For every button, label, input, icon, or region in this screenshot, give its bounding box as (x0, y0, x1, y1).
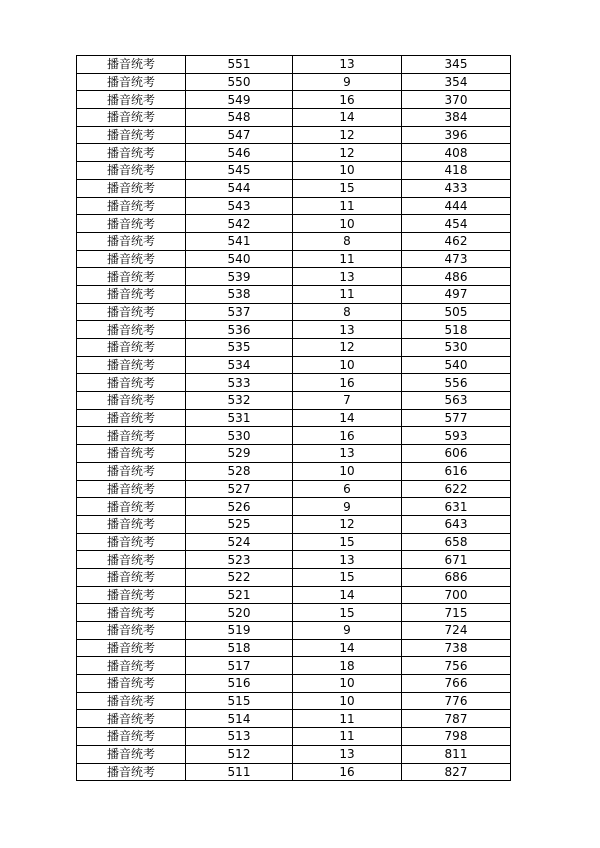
cumulative-cell: 563 (402, 392, 511, 410)
table-row (77, 480, 511, 498)
score-cell: 521 (186, 586, 293, 604)
score-cell: 551 (186, 56, 293, 74)
category-cell: 播音统考 (77, 480, 186, 498)
count-cell: 13 (293, 268, 402, 286)
table-row (77, 675, 511, 693)
cumulative-cell: 756 (402, 657, 511, 675)
cumulative-cell: 454 (402, 215, 511, 233)
cumulative-cell: 486 (402, 268, 511, 286)
table-row (77, 126, 511, 144)
score-cell: 545 (186, 162, 293, 180)
category-cell: 播音统考 (77, 498, 186, 516)
count-cell: 10 (293, 692, 402, 710)
count-cell: 14 (293, 586, 402, 604)
score-cell: 516 (186, 675, 293, 693)
category-cell: 播音统考 (77, 144, 186, 162)
category-cell: 播音统考 (77, 232, 186, 250)
count-cell: 13 (293, 551, 402, 569)
cumulative-cell: 345 (402, 56, 511, 74)
score-table-body (77, 56, 511, 781)
count-cell: 11 (293, 728, 402, 746)
score-cell: 540 (186, 250, 293, 268)
category-cell: 播音统考 (77, 268, 186, 286)
score-cell: 537 (186, 303, 293, 321)
category-cell: 播音统考 (77, 392, 186, 410)
count-cell: 14 (293, 109, 402, 127)
score-cell: 533 (186, 374, 293, 392)
table-row (77, 445, 511, 463)
category-cell: 播音统考 (77, 250, 186, 268)
score-cell: 518 (186, 639, 293, 657)
cumulative-cell: 556 (402, 374, 511, 392)
category-cell: 播音统考 (77, 763, 186, 781)
score-cell: 523 (186, 551, 293, 569)
score-cell: 526 (186, 498, 293, 516)
cumulative-cell: 827 (402, 763, 511, 781)
count-cell: 8 (293, 232, 402, 250)
score-cell: 531 (186, 409, 293, 427)
score-cell: 525 (186, 515, 293, 533)
table-row (77, 179, 511, 197)
table-row (77, 622, 511, 640)
table-row (77, 728, 511, 746)
score-cell: 514 (186, 710, 293, 728)
category-cell: 播音统考 (77, 728, 186, 746)
category-cell: 播音统考 (77, 515, 186, 533)
count-cell: 15 (293, 604, 402, 622)
cumulative-cell: 396 (402, 126, 511, 144)
score-cell: 549 (186, 91, 293, 109)
category-cell: 播音统考 (77, 675, 186, 693)
category-cell: 播音统考 (77, 339, 186, 357)
table-row (77, 604, 511, 622)
count-cell: 12 (293, 126, 402, 144)
category-cell: 播音统考 (77, 692, 186, 710)
count-cell: 8 (293, 303, 402, 321)
cumulative-cell: 370 (402, 91, 511, 109)
score-cell: 515 (186, 692, 293, 710)
count-cell: 11 (293, 285, 402, 303)
score-cell: 524 (186, 533, 293, 551)
score-cell: 528 (186, 462, 293, 480)
cumulative-cell: 766 (402, 675, 511, 693)
count-cell: 15 (293, 568, 402, 586)
cumulative-cell: 418 (402, 162, 511, 180)
category-cell: 播音统考 (77, 445, 186, 463)
table-row (77, 232, 511, 250)
category-cell: 播音统考 (77, 374, 186, 392)
cumulative-cell: 505 (402, 303, 511, 321)
count-cell: 10 (293, 356, 402, 374)
count-cell: 14 (293, 409, 402, 427)
cumulative-cell: 724 (402, 622, 511, 640)
table-row (77, 586, 511, 604)
score-cell: 542 (186, 215, 293, 233)
cumulative-cell: 606 (402, 445, 511, 463)
cumulative-cell: 444 (402, 197, 511, 215)
category-cell: 播音统考 (77, 533, 186, 551)
category-cell: 播音统考 (77, 215, 186, 233)
cumulative-cell: 738 (402, 639, 511, 657)
count-cell: 11 (293, 197, 402, 215)
category-cell: 播音统考 (77, 568, 186, 586)
cumulative-cell: 643 (402, 515, 511, 533)
count-cell: 12 (293, 515, 402, 533)
count-cell: 10 (293, 675, 402, 693)
category-cell: 播音统考 (77, 162, 186, 180)
cumulative-cell: 473 (402, 250, 511, 268)
table-row (77, 568, 511, 586)
table-row (77, 162, 511, 180)
count-cell: 12 (293, 144, 402, 162)
score-cell: 522 (186, 568, 293, 586)
table-row (77, 533, 511, 551)
score-cell: 541 (186, 232, 293, 250)
category-cell: 播音统考 (77, 745, 186, 763)
cumulative-cell: 798 (402, 728, 511, 746)
cumulative-cell: 811 (402, 745, 511, 763)
table-row (77, 356, 511, 374)
table-row (77, 144, 511, 162)
count-cell: 16 (293, 374, 402, 392)
category-cell: 播音统考 (77, 657, 186, 675)
count-cell: 13 (293, 321, 402, 339)
cumulative-cell: 616 (402, 462, 511, 480)
table-row (77, 551, 511, 569)
cumulative-cell: 776 (402, 692, 511, 710)
score-cell: 546 (186, 144, 293, 162)
table-row (77, 692, 511, 710)
category-cell: 播音统考 (77, 126, 186, 144)
category-cell: 播音统考 (77, 427, 186, 445)
category-cell: 播音统考 (77, 462, 186, 480)
cumulative-cell: 408 (402, 144, 511, 162)
table-row (77, 109, 511, 127)
cumulative-cell: 686 (402, 568, 511, 586)
score-cell: 547 (186, 126, 293, 144)
cumulative-cell: 787 (402, 710, 511, 728)
count-cell: 9 (293, 622, 402, 640)
score-cell: 530 (186, 427, 293, 445)
count-cell: 10 (293, 215, 402, 233)
score-cell: 512 (186, 745, 293, 763)
table-row (77, 321, 511, 339)
score-cell: 517 (186, 657, 293, 675)
count-cell: 13 (293, 56, 402, 74)
count-cell: 14 (293, 639, 402, 657)
count-cell: 16 (293, 763, 402, 781)
table-row (77, 462, 511, 480)
count-cell: 16 (293, 91, 402, 109)
category-cell: 播音统考 (77, 91, 186, 109)
category-cell: 播音统考 (77, 73, 186, 91)
table-row (77, 427, 511, 445)
table-row (77, 657, 511, 675)
category-cell: 播音统考 (77, 197, 186, 215)
category-cell: 播音统考 (77, 56, 186, 74)
score-cell: 548 (186, 109, 293, 127)
count-cell: 15 (293, 533, 402, 551)
table-row (77, 498, 511, 516)
score-table (76, 55, 511, 781)
category-cell: 播音统考 (77, 109, 186, 127)
count-cell: 7 (293, 392, 402, 410)
category-cell: 播音统考 (77, 303, 186, 321)
table-row (77, 303, 511, 321)
cumulative-cell: 354 (402, 73, 511, 91)
table-row (77, 197, 511, 215)
category-cell: 播音统考 (77, 179, 186, 197)
count-cell: 6 (293, 480, 402, 498)
count-cell: 11 (293, 250, 402, 268)
table-row (77, 339, 511, 357)
category-cell: 播音统考 (77, 285, 186, 303)
cumulative-cell: 518 (402, 321, 511, 339)
score-cell: 535 (186, 339, 293, 357)
category-cell: 播音统考 (77, 622, 186, 640)
count-cell: 16 (293, 427, 402, 445)
score-cell: 519 (186, 622, 293, 640)
table-row (77, 710, 511, 728)
score-cell: 534 (186, 356, 293, 374)
cumulative-cell: 593 (402, 427, 511, 445)
category-cell: 播音统考 (77, 409, 186, 427)
cumulative-cell: 462 (402, 232, 511, 250)
score-cell: 543 (186, 197, 293, 215)
table-row (77, 745, 511, 763)
table-row (77, 285, 511, 303)
score-cell: 511 (186, 763, 293, 781)
score-cell: 544 (186, 179, 293, 197)
cumulative-cell: 671 (402, 551, 511, 569)
category-cell: 播音统考 (77, 551, 186, 569)
count-cell: 10 (293, 462, 402, 480)
category-cell: 播音统考 (77, 604, 186, 622)
score-cell: 513 (186, 728, 293, 746)
score-cell: 550 (186, 73, 293, 91)
table-row (77, 374, 511, 392)
count-cell: 9 (293, 498, 402, 516)
count-cell: 10 (293, 162, 402, 180)
score-cell: 536 (186, 321, 293, 339)
category-cell: 播音统考 (77, 639, 186, 657)
score-cell: 527 (186, 480, 293, 498)
cumulative-cell: 700 (402, 586, 511, 604)
category-cell: 播音统考 (77, 356, 186, 374)
count-cell: 13 (293, 445, 402, 463)
table-row (77, 268, 511, 286)
count-cell: 9 (293, 73, 402, 91)
category-cell: 播音统考 (77, 710, 186, 728)
category-cell: 播音统考 (77, 586, 186, 604)
table-row (77, 515, 511, 533)
count-cell: 15 (293, 179, 402, 197)
count-cell: 12 (293, 339, 402, 357)
table-row (77, 639, 511, 657)
count-cell: 13 (293, 745, 402, 763)
score-cell: 520 (186, 604, 293, 622)
cumulative-cell: 497 (402, 285, 511, 303)
cumulative-cell: 530 (402, 339, 511, 357)
table-row (77, 56, 511, 74)
cumulative-cell: 433 (402, 179, 511, 197)
cumulative-cell: 540 (402, 356, 511, 374)
table-row (77, 91, 511, 109)
score-cell: 529 (186, 445, 293, 463)
score-cell: 538 (186, 285, 293, 303)
score-cell: 532 (186, 392, 293, 410)
cumulative-cell: 384 (402, 109, 511, 127)
cumulative-cell: 715 (402, 604, 511, 622)
cumulative-cell: 658 (402, 533, 511, 551)
category-cell: 播音统考 (77, 321, 186, 339)
table-row (77, 250, 511, 268)
table-row (77, 73, 511, 91)
table-row (77, 409, 511, 427)
cumulative-cell: 622 (402, 480, 511, 498)
score-cell: 539 (186, 268, 293, 286)
count-cell: 11 (293, 710, 402, 728)
cumulative-cell: 577 (402, 409, 511, 427)
count-cell: 18 (293, 657, 402, 675)
table-row (77, 392, 511, 410)
table-row (77, 215, 511, 233)
cumulative-cell: 631 (402, 498, 511, 516)
table-row (77, 763, 511, 781)
